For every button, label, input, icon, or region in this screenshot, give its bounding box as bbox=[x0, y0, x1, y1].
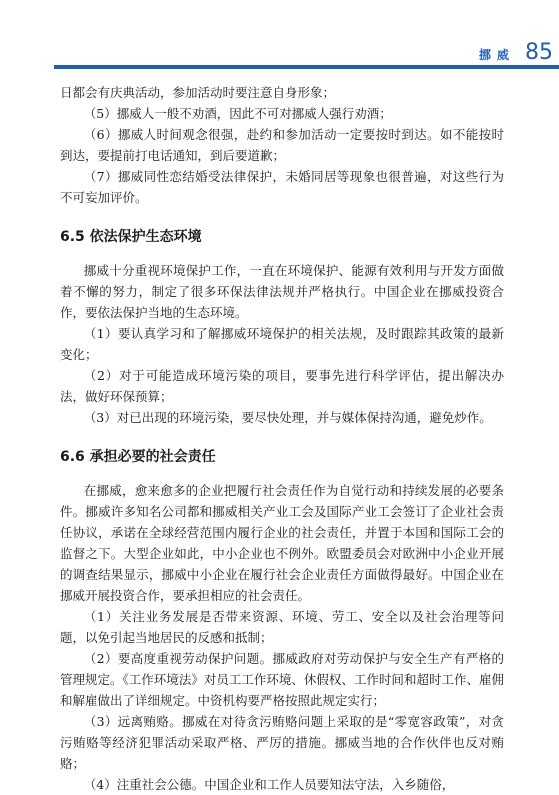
intro-paragraph: 日都会有庆典活动，参加活动时要注意自身形象； bbox=[60, 85, 336, 100]
section-6-6-paragraph: （1）关注业务发展是否带来资源、环境、劳工、安全以及社会治理等问题，以免引起当地居民的反感和抵制； bbox=[60, 609, 504, 645]
section-heading-6-6: 6.6 承担必要的社会责任 bbox=[60, 449, 216, 465]
section-heading-6-5: 6.5 依法保护生态环境 bbox=[60, 229, 202, 245]
section-6-6-paragraph: 在挪威，愈来愈多的企业把履行社会责任作为自觉行动和持续发展的必要条件。挪威许多知名公司都和挪威相关产业工会及国际产业工会签订了企业社会责任协议，承诺在全球经营范围内履行企业的社会责任，并置于本国和国际工会的监督之下。大型企业如此，中小企业也不例外。欧盟委员会对欧洲中小企业开展的调查结果显示，挪威中小企业在履行社会企业责任方面做得最好。中国企业在挪威开展投资合作，要承担相应的社会责任。 bbox=[60, 483, 504, 603]
intro-paragraph: （7）挪威同性恋结婚受法律保护，未婚同居等现象也很普遍，对这些行为不可妄加评价。 bbox=[60, 169, 504, 205]
section-6-6-paragraph: （3）远离贿赂。挪威在对待贪污贿赂问题上采取的是“零宽容政策”，对贪污贿赂等经济犯罪活动采取严格、严厉的措施。挪威当地的合作伙伴也反对贿赂； bbox=[60, 714, 504, 771]
running-header-country: 挪威 bbox=[473, 46, 521, 63]
intro-paragraph: （6）挪威人时间观念很强，赴约和参加活动一定要按时到达。如不能按时到达，要提前打电话通知，到后要道歉； bbox=[60, 127, 504, 163]
section-6-5-paragraph: 挪威十分重视环境保护工作，一直在环境保护、能源有效利用与开发方面做着不懈的努力，制定了很多环保法律法规并严格执行。中国企业在挪威投资合作，要依法保护当地的生态环境。 bbox=[60, 263, 504, 320]
intro-paragraph: （5）挪威人一般不劝酒，因此不可对挪威人强行劝酒； bbox=[83, 106, 392, 121]
section-6-5-paragraph: （1）要认真学习和了解挪威环境保护的相关法规，及时跟踪其政策的最新变化； bbox=[60, 326, 504, 362]
header-rule bbox=[54, 65, 559, 69]
section-6-6-paragraph: （4）注重社会公德。中国企业和工作人员要知法守法，入乡随俗， bbox=[83, 777, 455, 792]
section-6-5-paragraph: （2）对于可能造成环境污染的项目，要事先进行科学评估，提出解决办法，做好环保预算； bbox=[60, 368, 504, 404]
section-6-6-paragraph: （2）要高度重视劳动保护问题。挪威政府对劳动保护与安全生产有严格的管理规定。《工作环境法》对员工工作环境、休假权、工作时间和超时工作、雇佣和解雇做出了详细规定。中资机构要严格按照此规定实行； bbox=[60, 651, 504, 708]
page-number: 85 bbox=[525, 40, 553, 65]
section-6-5-paragraph: （3）对已出现的环境污染，要尽快处理，并与媒体保持沟通，避免炒作。 bbox=[83, 410, 492, 425]
page-header bbox=[54, 40, 559, 72]
page-body bbox=[60, 82, 504, 795]
